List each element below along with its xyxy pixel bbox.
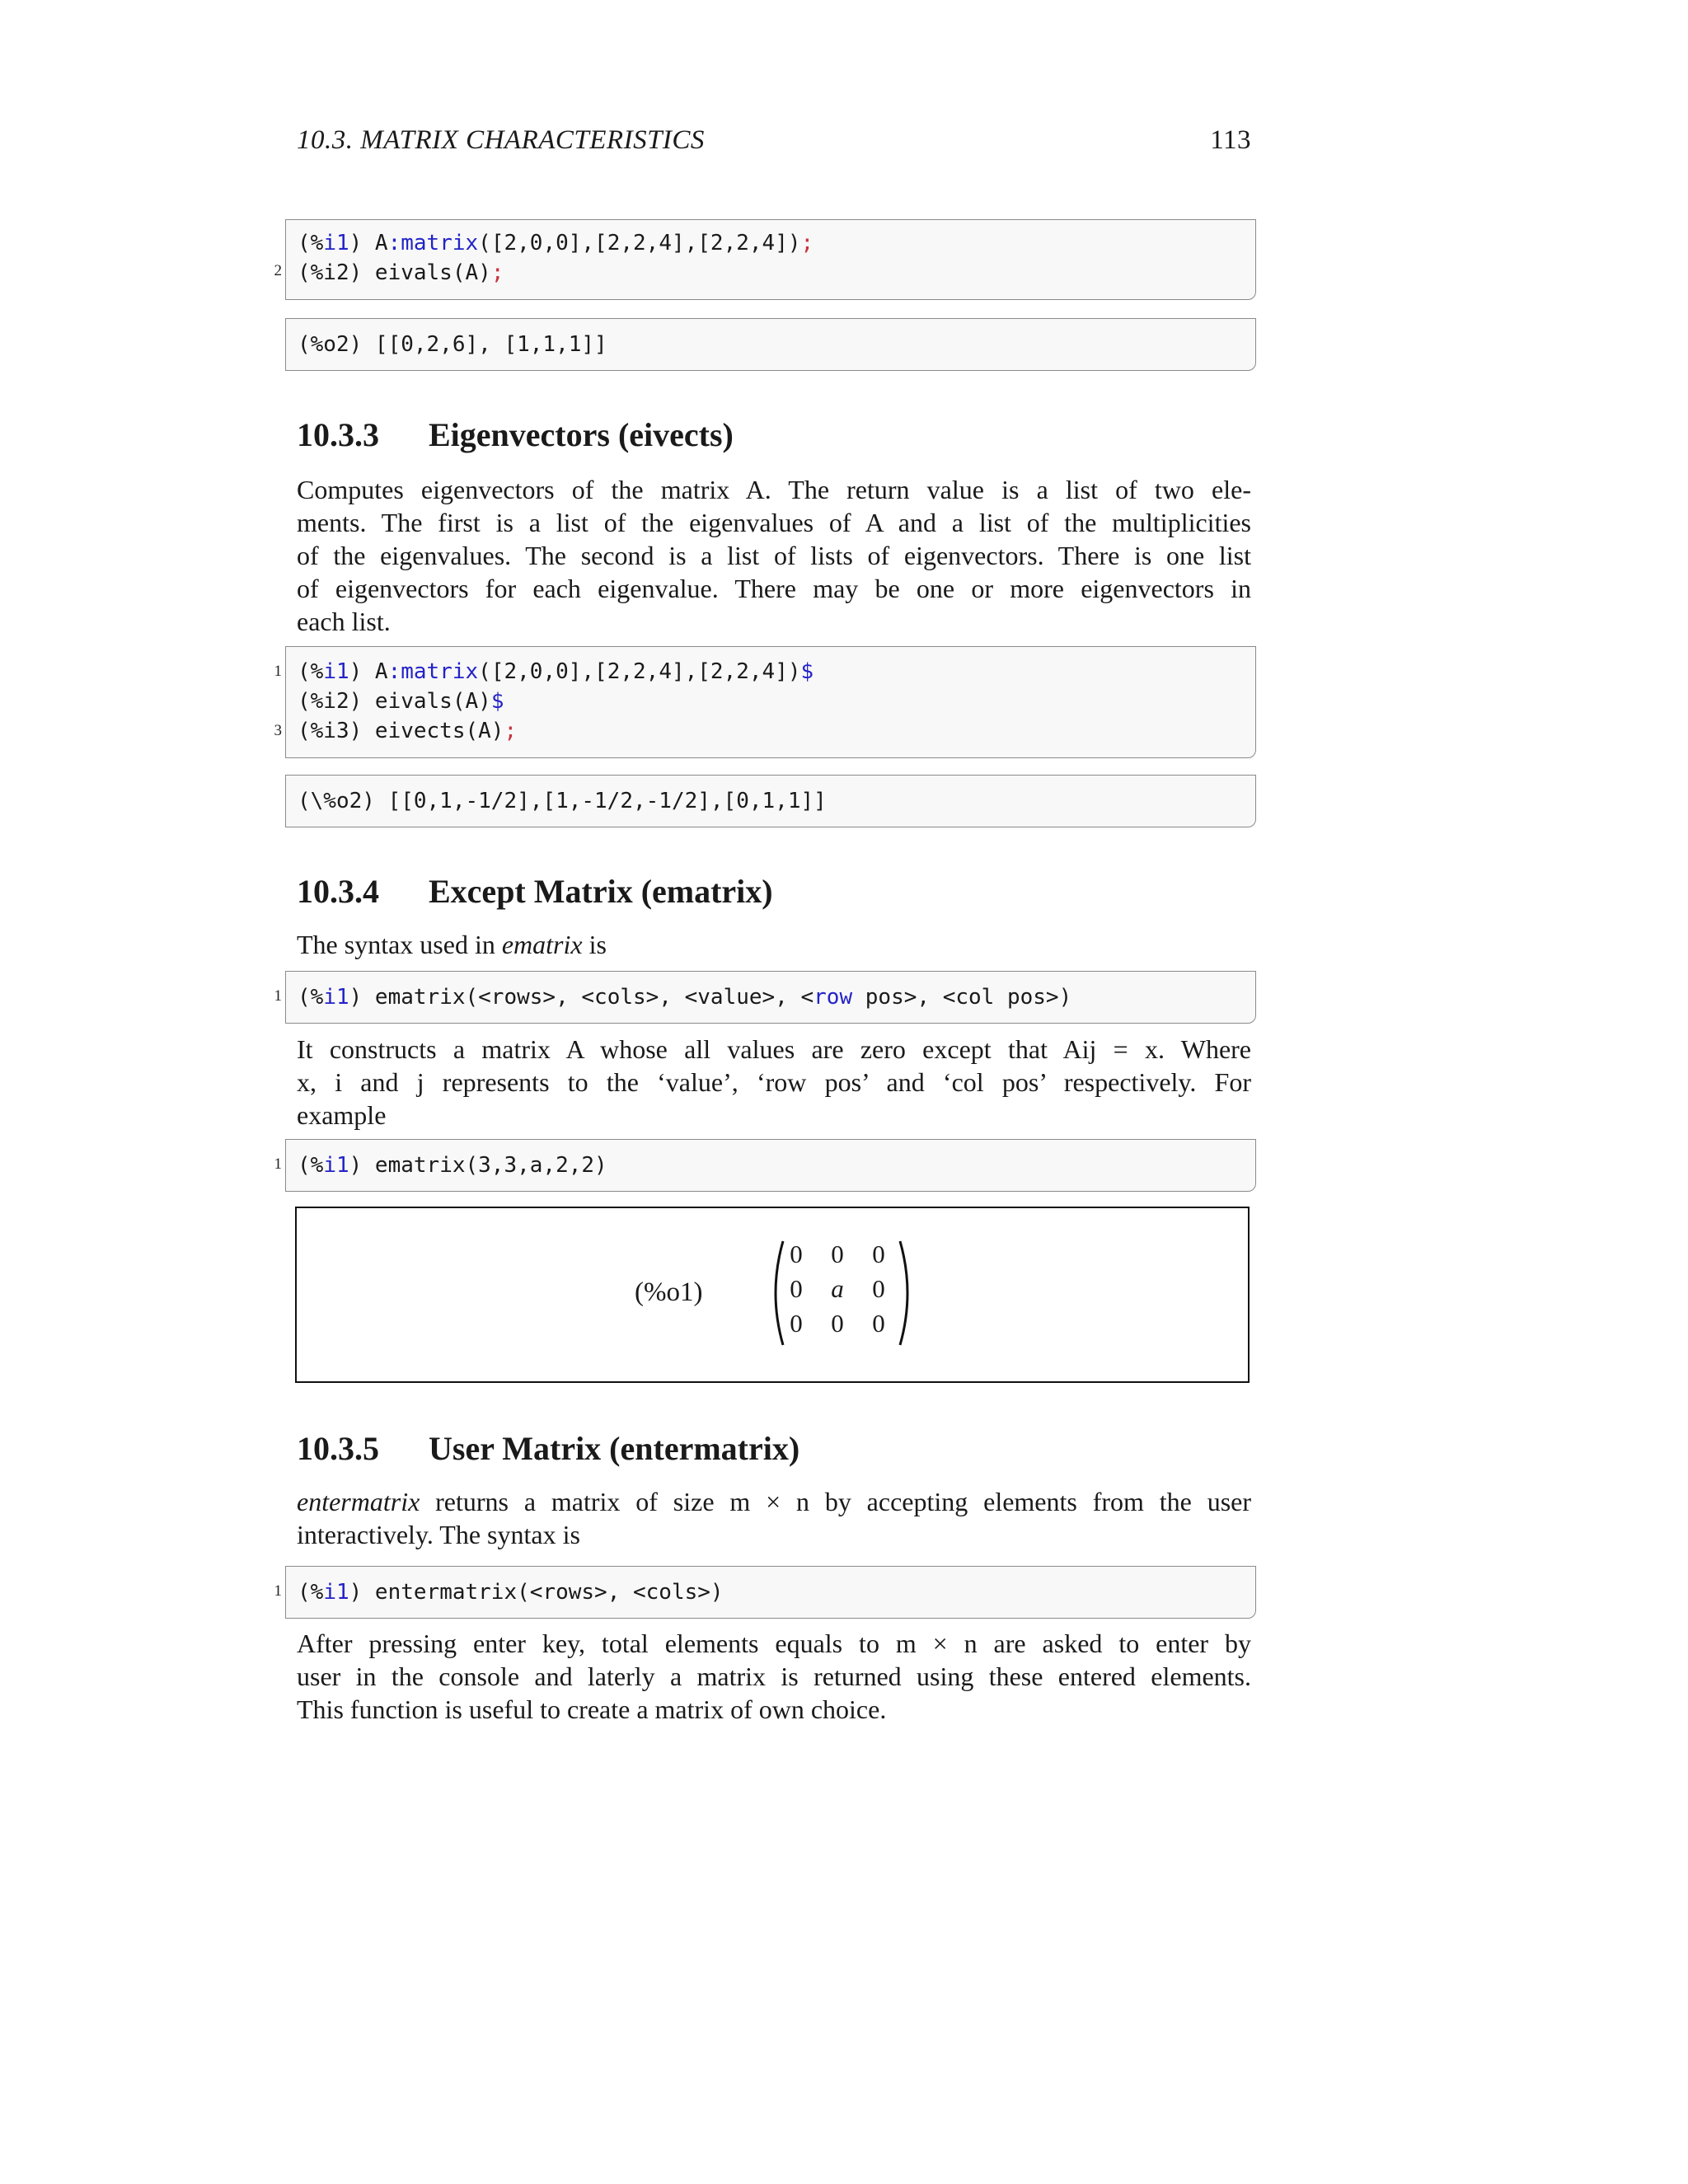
output-line: (%o2) [[0,2,6], [1,1,1]] [298,332,607,357]
code-line: (%i3) eivects(A); [298,719,518,743]
section-title: Except Matrix (ematrix) [429,873,773,910]
section-heading-except-matrix [297,872,773,911]
matrix-cell: 0 [872,1240,885,1268]
left-paren-icon [767,1240,786,1347]
output-block-2 [285,775,1256,827]
text-line: The syntax used in ematrix is [297,930,607,959]
text-line: It constructs a matrix A whose all values are zero except that Aij = x. Where [297,1034,1251,1064]
text-line: This function is useful to create a matrix of own choice. [297,1694,887,1724]
section-number: 10.3.5 [297,1430,379,1467]
right-paren-icon [897,1240,917,1347]
code-block-3 [285,971,1256,1024]
text-line: each list. [297,607,391,636]
line-number: 2 [274,262,282,279]
section-number: 10.3.3 [297,416,379,453]
code-line: (%i1) ematrix(<rows>, <cols>, <value>, <row pos>, <col pos>) [298,985,1072,1010]
section-title: Eigenvectors (eivects) [429,416,734,453]
matrix-cell: 0 [790,1274,803,1303]
text-line: of the eigenvalues. The second is a list of lists of eigenvectors. There is one list [297,541,1251,570]
text-line: of eigenvectors for each eigenvalue. There may be one or more eigenvectors in [297,574,1251,603]
matrix-cell: 0 [790,1240,803,1268]
line-number: 1 [274,1155,282,1173]
text-line: user in the console and laterly a matrix is returned using these entered elements. [297,1661,1251,1691]
paragraph-eigenvectors [297,473,1251,638]
running-header [297,125,1251,156]
text-line: example [297,1100,387,1130]
text-line: After pressing enter key, total elements equals to m × n are asked to enter by [297,1629,1251,1658]
matrix-cell: a [831,1274,844,1303]
code-line: (%i1) entermatrix(<rows>, <cols>) [298,1580,724,1605]
paragraph-ematrix-description [297,1033,1251,1132]
text-line: interactively. The syntax is [297,1520,580,1549]
paragraph-entermatrix-description [297,1627,1251,1726]
code-line: (%i1) ematrix(3,3,a,2,2) [298,1153,607,1178]
text-line: x, i and j represents to the ‘value’, ‘row pos’ and ‘col pos’ respectively. For [297,1067,1251,1097]
code-line: (%i1) A:matrix([2,0,0],[2,2,4],[2,2,4]); [298,231,814,255]
text-line: entermatrix returns a matrix of size m × n by accepting elements from the user [297,1487,1251,1516]
text-line: ments. The first is a list of the eigenvalues of A and a list of the multiplicities [297,508,1251,537]
output-line: (\%o2) [[0,1,-1/2],[1,-1/2,-1/2],[0,1,1]] [298,789,827,813]
code-block-2 [285,646,1256,758]
page-number: 113 [1210,125,1251,155]
section-heading-user-matrix [297,1429,799,1468]
line-number: 3 [274,722,282,739]
code-line: (%i2) eivals(A); [298,260,504,285]
paragraph-ematrix-syntax [297,928,1251,961]
output-block-1 [285,318,1256,371]
line-number: 1 [274,663,282,680]
section-title: User Matrix (entermatrix) [429,1430,800,1467]
paragraph-entermatrix [297,1485,1251,1551]
matrix-cell: 0 [872,1309,885,1338]
code-block-4 [285,1139,1256,1192]
code-line: (%i2) eivals(A)$ [298,689,504,714]
section-heading-eigenvectors [297,415,734,454]
output-label: (%o1) [635,1277,703,1307]
matrix-cell: 0 [790,1309,803,1338]
line-number: 1 [274,987,282,1005]
matrix-cell: 0 [831,1309,844,1338]
header-section-title: 10.3. MATRIX CHARACTERISTICS [297,125,705,155]
code-block-1 [285,219,1256,300]
matrix-output-box [295,1207,1250,1383]
matrix-cell: 0 [831,1240,844,1268]
matrix-cell: 0 [872,1274,885,1303]
section-number: 10.3.4 [297,873,379,910]
code-line: (%i1) A:matrix([2,0,0],[2,2,4],[2,2,4])$ [298,659,814,684]
code-block-5 [285,1566,1256,1619]
text-line: Computes eigenvectors of the matrix A. The return value is a list of two ele- [297,475,1251,504]
line-number: 1 [274,1582,282,1600]
